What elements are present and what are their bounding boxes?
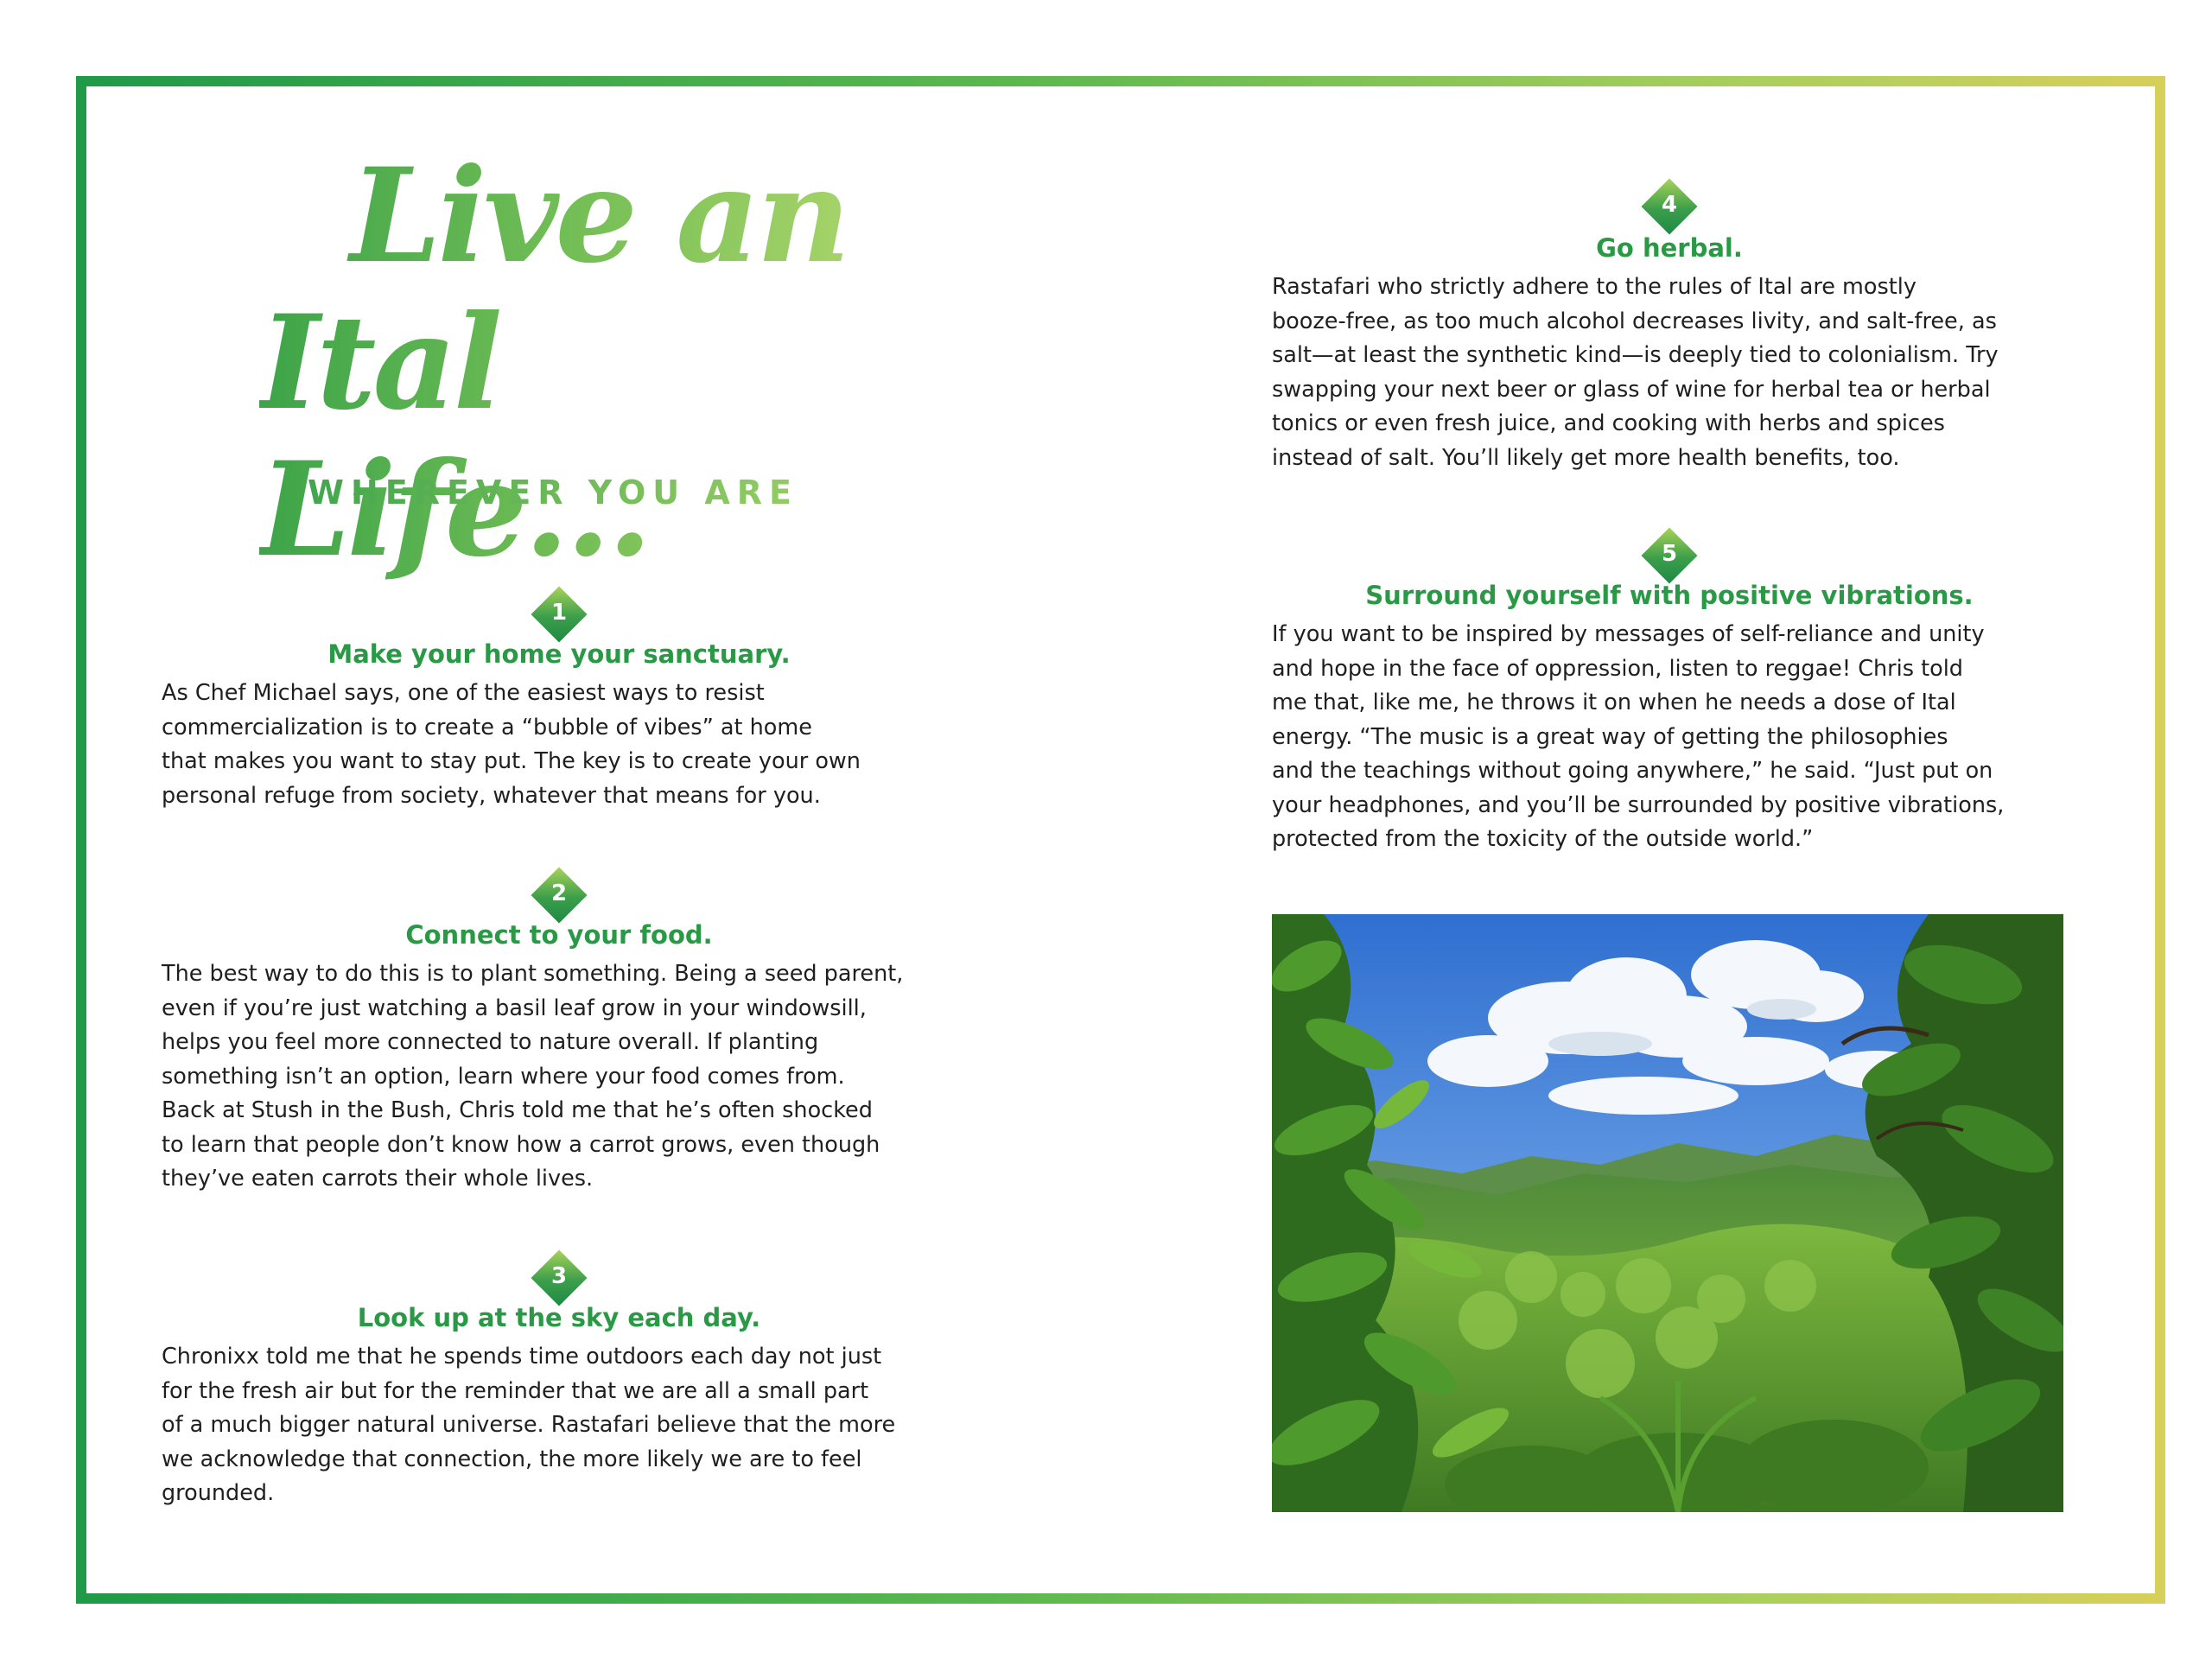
tip-section-2 <box>162 868 957 1197</box>
tip-body <box>162 957 957 1197</box>
tip-body-line: and the teachings without going anywhere,” he said. “Just put on <box>1272 758 1993 784</box>
tip-body <box>162 677 957 813</box>
tip-body-line: even if you’re just watching a basil leaf grow in your windowsill, <box>162 995 867 1021</box>
tip-number: 4 <box>1661 192 1678 218</box>
tip-body-line: to learn that people don’t know how a carrot grows, even though <box>162 1131 880 1158</box>
tip-section-1 <box>162 588 957 812</box>
title-line-1: Live an <box>350 140 848 292</box>
tip-body <box>1272 270 2067 475</box>
title-line-2: Ital <box>259 287 499 439</box>
tip-heading: Connect to your food. <box>405 920 713 950</box>
tip-body-line: something isn’t an option, learn where your food comes from. <box>162 1063 845 1090</box>
tip-body-line: energy. “The music is a great way of getting the philosophies <box>1272 723 1948 750</box>
tip-heading: Make your home your sanctuary. <box>327 639 791 669</box>
tip-body-line: personal refuge from society, whatever that means for you. <box>162 782 821 809</box>
tip-body-line: they’ve eaten carrots their whole lives. <box>162 1166 594 1192</box>
tip-body-line: we acknowledge that connection, the more likely we are to feel <box>162 1446 862 1472</box>
tip-body-line: your headphones, and you’ll be surrounded by positive vibrations, <box>1272 791 2005 818</box>
tip-body-line: The best way to do this is to plant something. Being a seed parent, <box>162 961 904 987</box>
tip-body-line: Back at Stush in the Bush, Chris told me that he’s often shocked <box>162 1097 873 1123</box>
jungle-landscape-photo <box>1272 914 2063 1512</box>
tip-body-line: helps you feel more connected to nature overall. If planting <box>162 1029 819 1055</box>
tip-section-4 <box>1272 180 2067 474</box>
tip-number: 2 <box>550 880 568 906</box>
page-title <box>259 140 864 583</box>
tip-body-line: booze-free, as too much alcohol decreases livity, and salt-free, as <box>1272 308 1997 334</box>
tip-number: 3 <box>550 1263 568 1289</box>
tip-number: 5 <box>1661 541 1678 567</box>
tip-body-line: of a much bigger natural universe. Rastafari believe that the more <box>162 1412 896 1438</box>
tip-body-line: protected from the toxicity of the outside world.” <box>1272 826 1814 852</box>
tip-body-line: commercialization is to create a “bubble of vibes” at home <box>162 714 812 741</box>
tip-heading: Surround yourself with positive vibrations. <box>1365 581 1974 610</box>
tip-body-line: salt—at least the synthetic kind—is deeply tied to colonialism. Try <box>1272 342 1999 368</box>
tip-body-line: that makes you want to stay put. The key is to create your own <box>162 748 861 774</box>
tip-body-line: grounded. <box>162 1480 275 1506</box>
tip-number: 1 <box>550 600 568 626</box>
tip-body-line: Rastafari who strictly adhere to the rules of Ital are mostly <box>1272 274 1916 300</box>
tip-body-line: and hope in the face of oppression, listen to reggae! Chris told <box>1272 655 1963 682</box>
tip-heading: Go herbal. <box>1596 233 1743 263</box>
tip-body-line: tonics or even fresh juice, and cooking with herbs and spices <box>1272 410 1945 436</box>
tip-section-3 <box>162 1251 957 1510</box>
tip-body <box>1272 618 2067 857</box>
tip-body-line: As Chef Michael says, one of the easiest ways to resist <box>162 680 765 706</box>
tip-body <box>162 1340 957 1511</box>
tip-body-line: for the fresh air but for the reminder that we are all a small part <box>162 1377 869 1404</box>
page-subtitle: WHEREVER YOU ARE <box>259 474 847 512</box>
tip-body-line: swapping your next beer or glass of wine for herbal tea or herbal <box>1272 376 1991 403</box>
tip-body-line: Chronixx told me that he spends time outdoors each day not just <box>162 1344 882 1370</box>
tip-body-line: If you want to be inspired by messages of self-reliance and unity <box>1272 621 1985 647</box>
tip-heading: Look up at the sky each day. <box>357 1303 761 1332</box>
tip-body-line: me that, like me, he throws it on when he needs a dose of Ital <box>1272 690 1956 715</box>
tip-section-5 <box>1272 529 2067 866</box>
tip-body-line: instead of salt. You’ll likely get more health benefits, too. <box>1272 444 1900 471</box>
